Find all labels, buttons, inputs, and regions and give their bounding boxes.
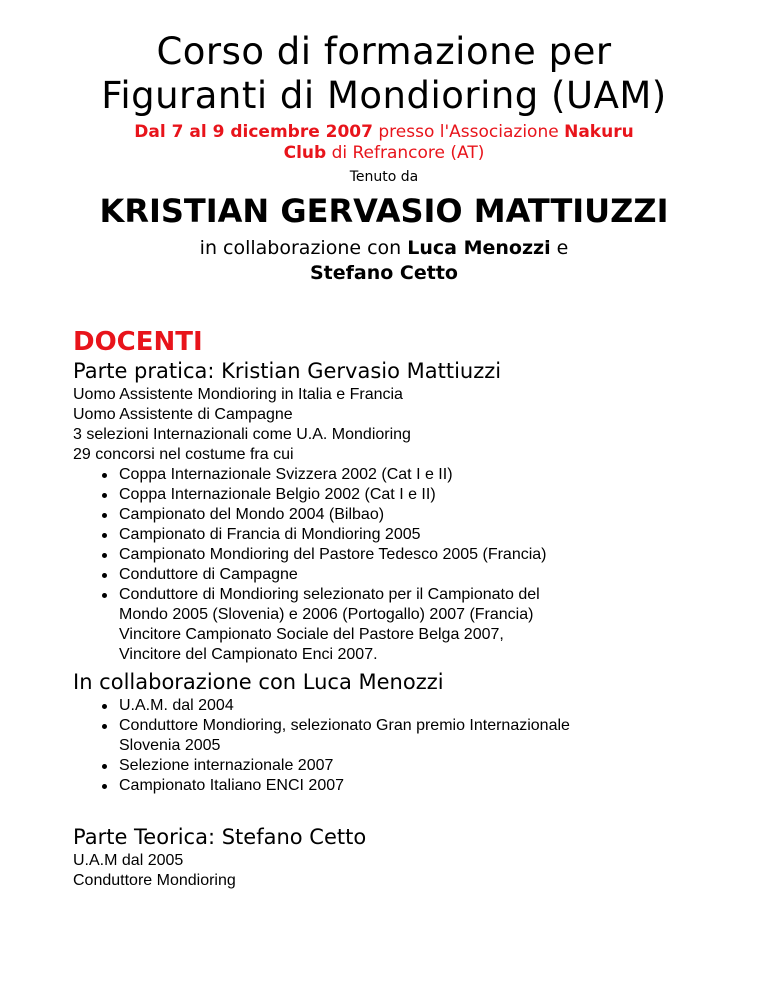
list-item: Conduttore Mondioring, selezionato Gran premio Internazionale Slovenia 2005 (119, 716, 589, 756)
pratica-line: 29 concorsi nel costume fra cui (73, 446, 294, 463)
list-item: Coppa Internazionale Svizzera 2002 (Cat I e II) (119, 465, 748, 485)
pratica-line: 3 selezioni Internazionali come U.A. Mondioring (73, 426, 411, 443)
header (0, 0, 768, 286)
club-name: Club (283, 143, 327, 163)
teorica-line: Conduttore Mondioring (73, 872, 236, 889)
pratica-bullet-list (73, 465, 748, 665)
event-location-prefix: presso l'Associazione (372, 122, 565, 142)
collaborator-1-name: Luca Menozzi (407, 237, 551, 259)
main-instructor-name: KRISTIAN GERVASIO MATTIUZZI (99, 192, 669, 230)
section-heading-pratica: Parte pratica: Kristian Gervasio Mattiuzzi (73, 359, 502, 383)
title-line-1: Corso di formazione per (156, 30, 612, 73)
list-item: U.A.M. dal 2004 (119, 696, 748, 716)
list-item: Coppa Internazionale Belgio 2002 (Cat I e II) (119, 485, 748, 505)
association-name: Nakuru (564, 122, 634, 142)
teorica-line: U.A.M dal 2005 (73, 852, 184, 869)
pratica-line: Uomo Assistente Mondioring in Italia e Francia (73, 386, 403, 403)
list-item: Campionato Italiano ENCI 2007 (119, 776, 748, 796)
event-subtitle (0, 122, 768, 164)
list-item-line: Vincitore Campionato Sociale del Pastore Belga 2007, (119, 626, 504, 643)
section-heading-teorica: Parte Teorica: Stefano Cetto (73, 825, 367, 849)
list-item (119, 585, 748, 665)
held-by-label: Tenuto da (349, 169, 419, 185)
docenti-heading: DOCENTI (73, 327, 203, 357)
list-item-line: Vincitore del Campionato Enci 2007. (119, 646, 378, 663)
list-item: Campionato di Francia di Mondioring 2005 (119, 525, 748, 545)
title-line-2: Figuranti di Mondioring (UAM) (101, 74, 667, 117)
list-item-line: Mondo 2005 (Slovenia) e 2006 (Portogallo) 2007 (Francia) (119, 606, 534, 623)
menozzi-bullet-list (73, 696, 748, 796)
collaboration-conjunction: e (550, 237, 569, 259)
collaborator-2-name: Stefano Cetto (310, 262, 458, 284)
collaboration-prefix: in collaborazione con (199, 237, 408, 259)
collaboration-line (0, 236, 768, 286)
list-item: Conduttore di Campagne (119, 565, 748, 585)
event-place: di Refrancore (AT) (326, 143, 485, 163)
event-dates: Dal 7 al 9 dicembre 2007 (134, 122, 373, 142)
section-heading-menozzi: In collaborazione con Luca Menozzi (73, 670, 444, 694)
list-item: Campionato del Mondo 2004 (Bilbao) (119, 505, 748, 525)
list-item-line: Conduttore di Mondioring selezionato per il Campionato del (119, 586, 540, 603)
content (73, 326, 748, 891)
document-title (0, 0, 768, 118)
pratica-line: Uomo Assistente di Campagne (73, 406, 293, 423)
list-item: Selezione internazionale 2007 (119, 756, 748, 776)
list-item: Campionato Mondioring del Pastore Tedesco 2005 (Francia) (119, 545, 748, 565)
